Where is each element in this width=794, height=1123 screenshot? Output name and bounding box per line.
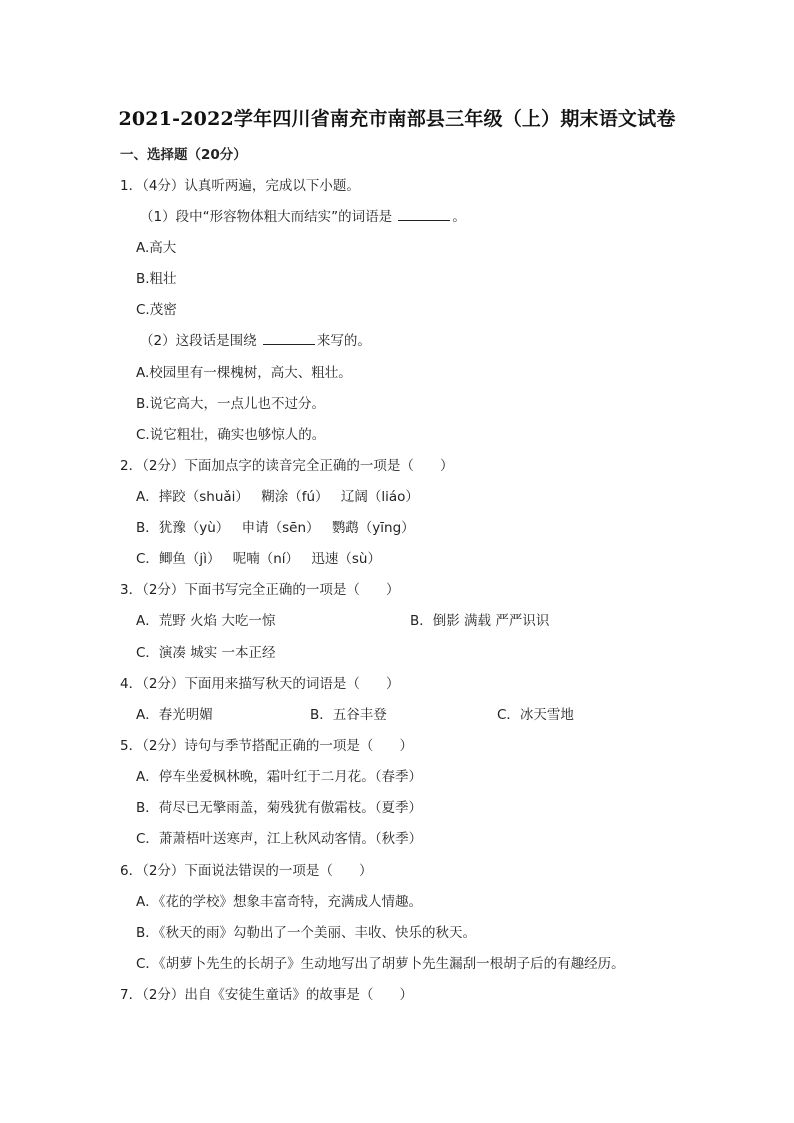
page-title: 2021-2022学年四川省南充市南部县三年级（上）期末语文试卷 bbox=[118, 108, 676, 130]
stem-text: 2．（2分）下面加点字的读音完全正确的一项是（ bbox=[120, 458, 414, 474]
question-1-sub1 bbox=[140, 208, 466, 226]
paren-close: ） bbox=[399, 738, 413, 754]
option-a[interactable]: A.校园里有一棵槐树，高大、粗壮。 bbox=[136, 365, 352, 381]
option-prefix: C． bbox=[136, 551, 159, 567]
option-c[interactable]: C．《胡萝卜先生的长胡子》生动地写出了胡萝卜先生漏刮一根胡子后的有趣经历。 bbox=[136, 956, 625, 972]
option-b[interactable]: B.说它高大，一点儿也不过分。 bbox=[136, 396, 326, 412]
stem-text: 7．（2分）出自《安徒生童话》的故事是（ bbox=[120, 987, 374, 1003]
stem-text: 3．（2分）下面书写完全正确的一项是（ bbox=[120, 582, 360, 598]
option-word: 糊涂（fú） bbox=[261, 489, 329, 505]
stem-text: 4．（2分）下面用来描写秋天的词语是（ bbox=[120, 676, 360, 692]
option-a[interactable]: A．《花的学校》想象丰富奇特，充满成人情趣。 bbox=[136, 894, 422, 910]
paren-close: ） bbox=[399, 987, 413, 1003]
answer-blank[interactable] bbox=[398, 208, 450, 221]
option-a[interactable] bbox=[136, 488, 419, 506]
option-b[interactable]: B.粗壮 bbox=[136, 271, 177, 287]
option-c[interactable]: C.说它粗壮，确实也够惊人的。 bbox=[136, 427, 326, 443]
paren-close: ） bbox=[439, 458, 454, 474]
question-3-stem bbox=[120, 581, 399, 599]
option-b[interactable]: B．《秋天的雨》勾勒出了一个美丽、丰收、快乐的秋天。 bbox=[136, 925, 477, 941]
option-b[interactable]: B．荷尽已无擎雨盖，菊残犹有傲霜枝。（夏季） bbox=[136, 800, 423, 816]
option-c[interactable]: C．萧萧梧叶送寒声，江上秋风动客情。（秋季） bbox=[136, 831, 423, 847]
question-1-stem: 1．（4分）认真听两遍，完成以下小题。 bbox=[120, 178, 360, 194]
option-a[interactable]: A．荒野 火焰 大吃一惊 bbox=[136, 613, 276, 629]
question-5-stem bbox=[120, 737, 413, 755]
answer-blank[interactable] bbox=[263, 332, 315, 345]
sub2-end: 来写的。 bbox=[316, 333, 371, 349]
option-prefix: A． bbox=[136, 489, 159, 505]
option-word: 摔跤（shuǎi） bbox=[158, 489, 249, 505]
option-word: 鹦鹉（yīng） bbox=[331, 520, 415, 536]
question-7-stem bbox=[120, 986, 413, 1004]
question-4-stem bbox=[120, 675, 399, 693]
option-word: 鲫鱼（jì） bbox=[158, 551, 221, 567]
paren-close: ） bbox=[358, 863, 373, 879]
sub1-text: （1）段中“形容物体粗大而结实”的词语是 bbox=[140, 209, 393, 225]
question-2-stem bbox=[120, 457, 453, 475]
option-a[interactable]: A．春光明媚 bbox=[136, 707, 213, 723]
option-a[interactable]: A.高大 bbox=[136, 240, 177, 256]
option-c[interactable]: C．冰天雪地 bbox=[497, 707, 574, 723]
option-b[interactable] bbox=[136, 519, 415, 537]
option-prefix: B． bbox=[136, 520, 159, 536]
stem-text: 6．（2分）下面说法错误的一项是（ bbox=[120, 863, 333, 879]
sub2-text: （2）这段话是围绕 bbox=[140, 333, 257, 349]
stem-text: 5．（2分）诗句与季节搭配正确的一项是（ bbox=[120, 738, 374, 754]
sub1-end: 。 bbox=[452, 209, 466, 225]
option-c[interactable] bbox=[136, 550, 381, 568]
paren-close: ） bbox=[385, 676, 400, 692]
option-c[interactable]: C．演凑 城实 一本正经 bbox=[136, 645, 276, 661]
question-6-stem bbox=[120, 862, 372, 880]
option-word: 申请（sēn） bbox=[241, 520, 320, 536]
option-word: 犹豫（yù） bbox=[158, 520, 230, 536]
option-word: 呢喃（ní） bbox=[232, 551, 300, 567]
paren-close: ） bbox=[385, 582, 400, 598]
option-b[interactable]: B．倒影 满载 严严识识 bbox=[410, 613, 550, 629]
option-c[interactable]: C.茂密 bbox=[136, 302, 177, 318]
section-heading: 一、选择题（20分） bbox=[120, 147, 247, 163]
option-word: 迅速（sù） bbox=[311, 551, 381, 567]
option-word: 辽阔（liáo） bbox=[340, 489, 419, 505]
question-1-sub2 bbox=[140, 332, 371, 350]
option-a[interactable]: A．停车坐爱枫林晚，霜叶红于二月花。（春季） bbox=[136, 769, 422, 785]
option-b[interactable]: B．五谷丰登 bbox=[310, 707, 387, 723]
